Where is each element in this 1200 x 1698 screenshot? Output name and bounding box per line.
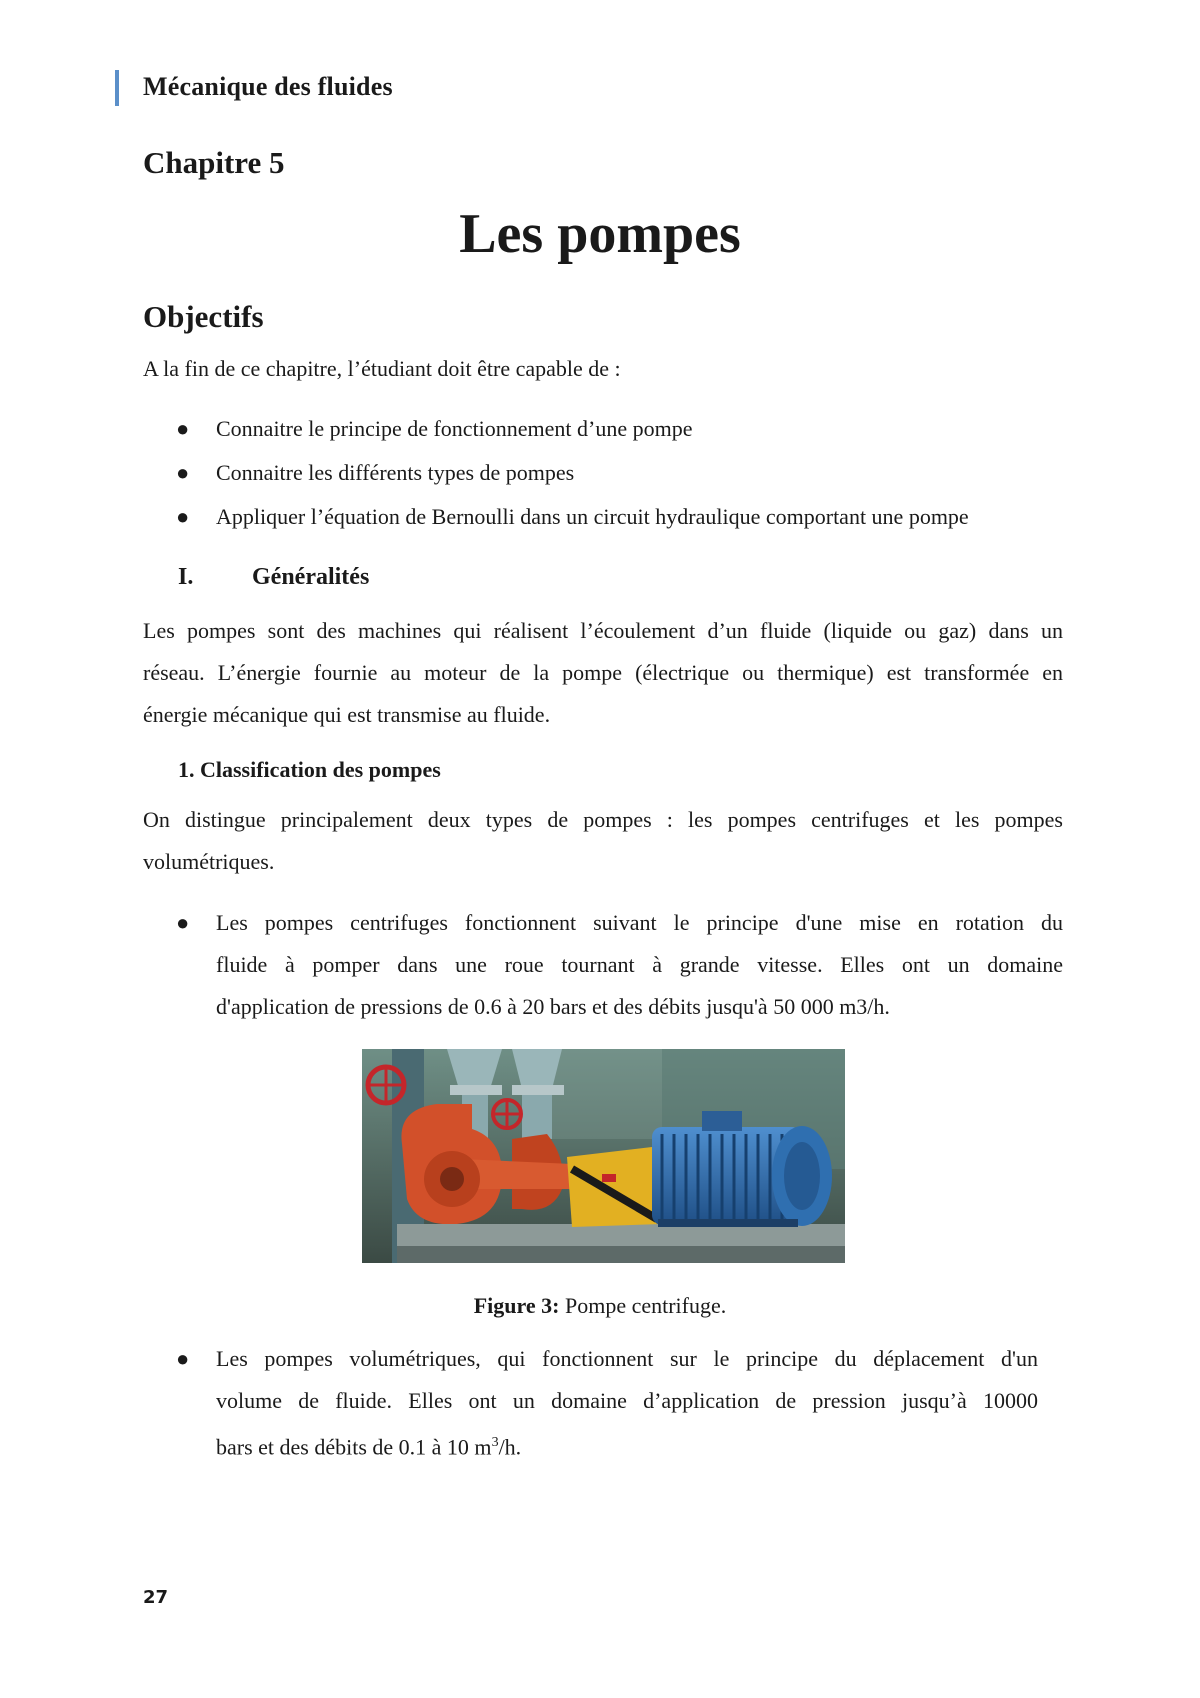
objective-text: Connaitre le principe de fonctionnement d’une pompe bbox=[216, 416, 693, 441]
chapter-title: Les pompes bbox=[459, 203, 741, 265]
bullet-icon: ● bbox=[176, 504, 190, 529]
figure-caption-text: Pompe centrifuge. bbox=[559, 1293, 727, 1318]
paragraph-line: On distingue principalement deux types de pompes : les pompes centrifuges et les pompes bbox=[143, 807, 1063, 832]
bullet-icon: ● bbox=[176, 910, 190, 935]
section-heading bbox=[178, 564, 369, 591]
superscript-exponent: 3 bbox=[491, 1435, 499, 1450]
chapter-label: Chapitre 5 bbox=[143, 145, 285, 180]
subsection-heading bbox=[178, 757, 441, 783]
bullet-icon: ● bbox=[176, 416, 190, 441]
section-title: Généralités bbox=[252, 564, 370, 590]
paragraph-line: Les pompes sont des machines qui réalisent l’écoulement d’un fluide (liquide ou gaz) dans un bbox=[143, 618, 1063, 643]
objective-text: Connaitre les différents types de pompes bbox=[216, 460, 575, 485]
list-line-suffix: /h. bbox=[498, 1434, 522, 1460]
list-line: d'application de pressions de 0.6 à 20 bars et des débits jusqu'à 50 000 m3/h. bbox=[216, 994, 890, 1019]
list-line: Les pompes centrifuges fonctionnent suivant le principe d'une mise en rotation du bbox=[216, 910, 1063, 935]
header-accent-bar bbox=[115, 70, 119, 106]
paragraph-line: volumétriques. bbox=[143, 849, 275, 874]
running-header: Mécanique des fluides bbox=[143, 72, 393, 101]
list-line-prefix: bars et des débits de 0.1 à 10 m bbox=[216, 1434, 492, 1460]
objectives-heading: Objectifs bbox=[143, 299, 264, 334]
bullet-icon: ● bbox=[176, 1346, 190, 1371]
subsection-number: 1. bbox=[178, 757, 195, 782]
page-number: 27 bbox=[143, 1587, 169, 1608]
list-line: Les pompes volumétriques, qui fonctionnent sur le principe du déplacement d'un bbox=[216, 1346, 1038, 1371]
figure-caption bbox=[0, 1293, 1200, 1319]
objectives-intro: A la fin de ce chapitre, l’étudiant doit être capable de : bbox=[143, 356, 621, 381]
figure-image bbox=[362, 1049, 845, 1263]
section-number: I. bbox=[178, 564, 194, 590]
objective-text: Appliquer l’équation de Bernoulli dans un circuit hydraulique comportant une pompe bbox=[216, 504, 969, 529]
list-line bbox=[216, 1422, 1063, 1468]
paragraph-line: énergie mécanique qui est transmise au fluide. bbox=[143, 702, 551, 727]
list-line: volume de fluide. Elles ont un domaine d’application de pression jusqu’à 10000 bbox=[216, 1388, 1038, 1413]
subsection-title: Classification des pompes bbox=[200, 757, 441, 782]
paragraph-line: réseau. L’énergie fournie au moteur de la pompe (électrique ou thermique) est transformée en bbox=[143, 660, 1063, 685]
bullet-icon: ● bbox=[176, 460, 190, 485]
list-line: fluide à pomper dans une roue tournant à grande vitesse. Elles ont un domaine bbox=[216, 952, 1063, 977]
figure-label: Figure 3: bbox=[473, 1293, 560, 1318]
centrifugal-pump-illustration bbox=[362, 1049, 845, 1263]
